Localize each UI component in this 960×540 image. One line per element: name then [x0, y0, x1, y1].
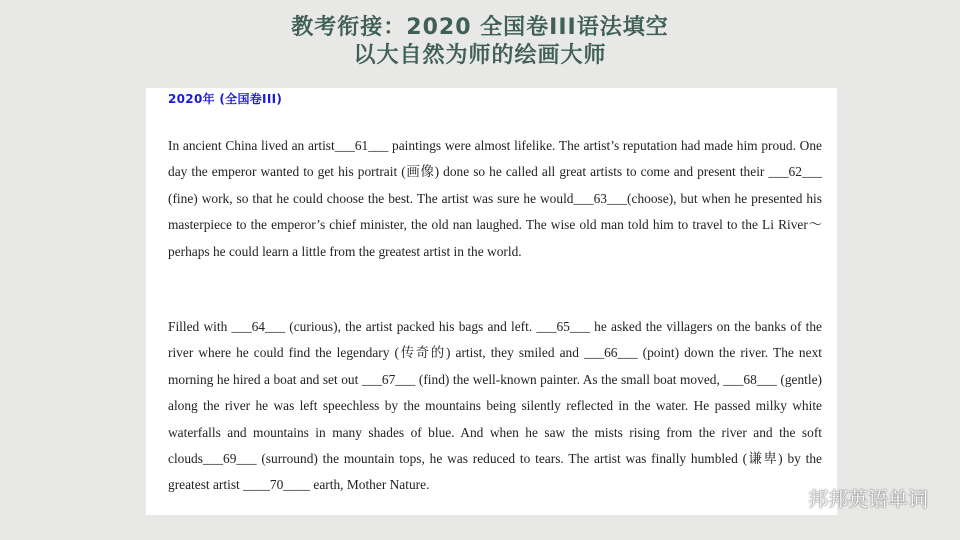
wechat-icon: [774, 486, 802, 510]
title-line-2: 以大自然为师的绘画大师: [353, 43, 607, 68]
title-line-1: 教考衔接：2020 全国卷III语法填空: [291, 15, 669, 40]
watermark: [774, 483, 928, 512]
document-heading: 2020年 (全国卷III): [168, 92, 283, 106]
paragraph-1: In ancient China lived an artist___61___ paintings were almost lifelike. The artist’s reputation had made him proud. One day the emperor wanted to get his portrait (画像) done so he called all great artists to come and present their ___62___ (fine) work, so that he could choose the best. The artist was sure he would___63___(choose), but when he presented his masterpiece to the emperor’s chief minister, the old nan laughed. The wise old man told him to travel to the Li River～perhaps he could learn a little from the greatest artist in the world.: [168, 138, 822, 259]
watermark-text: 邦邦英语单词: [808, 487, 928, 511]
paragraph-2: Filled with ___64___ (curious), the artist packed his bags and left. ___65___ he asked the villagers on the banks of the river where he could find the legendary (传奇的) artist, they smiled and ___66___ (point) down the river. The next morning he hired a boat and set out ___67___ (find) the well-known painter. As the small boat moved, ___68___ (gentle) along the river he was left speechless by the mountains being silently reflected in the water. He passed milky white waterfalls and mountains in many shades of blue. And when he saw the mists rising from the river and the soft clouds___69___ (surround) the mountain tops, he was reduced to tears. The artist was finally humbled (谦卑) by the greatest artist ____70____ earth, Mother Nature.: [168, 319, 822, 493]
slide-title: [0, 14, 960, 70]
document-panel: [146, 88, 837, 515]
